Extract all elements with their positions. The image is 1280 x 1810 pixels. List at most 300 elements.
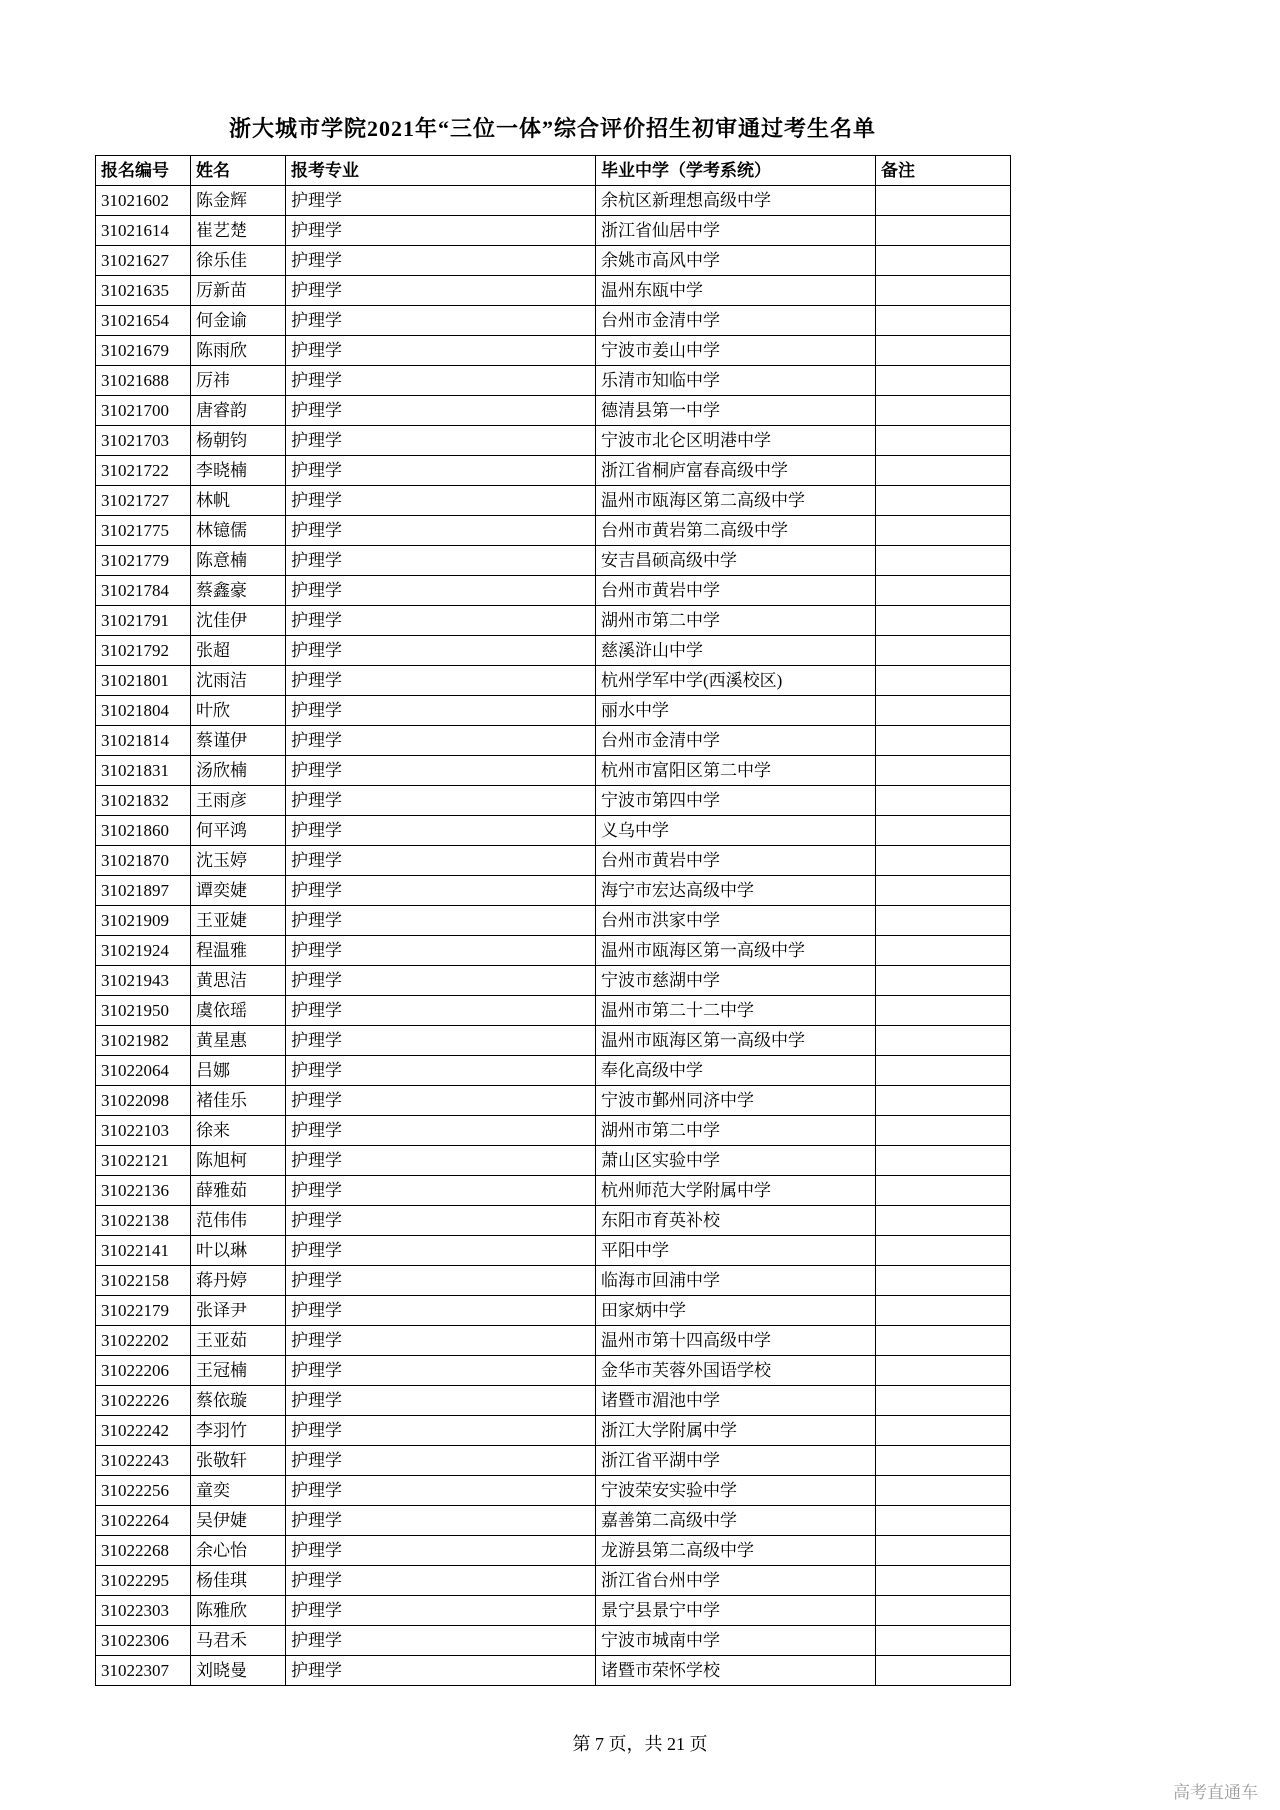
table-cell: 湖州市第二中学: [596, 606, 876, 636]
table-cell: 护理学: [286, 1656, 596, 1686]
table-cell: 湖州市第二中学: [596, 1116, 876, 1146]
table-cell: 护理学: [286, 906, 596, 936]
table-cell: 王雨彦: [191, 786, 286, 816]
table-cell: 台州市黄岩第二高级中学: [596, 516, 876, 546]
table-row: [96, 1326, 1011, 1356]
table-cell: 护理学: [286, 666, 596, 696]
table-cell: [876, 756, 1011, 786]
table-cell: [876, 1446, 1011, 1476]
table-row: [96, 1176, 1011, 1206]
table-cell: [876, 846, 1011, 876]
table-cell: 萧山区实验中学: [596, 1146, 876, 1176]
table-row: [96, 246, 1011, 276]
table-cell: 护理学: [286, 756, 596, 786]
table-cell: 31021727: [96, 486, 191, 516]
table-row: [96, 756, 1011, 786]
table-cell: 31021804: [96, 696, 191, 726]
table-cell: 景宁县景宁中学: [596, 1596, 876, 1626]
table-cell: 褚佳乐: [191, 1086, 286, 1116]
table-cell: 31022103: [96, 1116, 191, 1146]
table-cell: 蔡依璇: [191, 1386, 286, 1416]
table-cell: 护理学: [286, 1206, 596, 1236]
table-cell: 蔡鑫豪: [191, 576, 286, 606]
column-header: 备注: [876, 156, 1011, 186]
table-cell: 护理学: [286, 966, 596, 996]
column-header: 报考专业: [286, 156, 596, 186]
table-cell: 31021870: [96, 846, 191, 876]
table-cell: 范伟伟: [191, 1206, 286, 1236]
table-cell: 31021779: [96, 546, 191, 576]
table-cell: [876, 486, 1011, 516]
table-row: [96, 276, 1011, 306]
table-cell: 31021654: [96, 306, 191, 336]
table-row: [96, 1626, 1011, 1656]
table-cell: [876, 1146, 1011, 1176]
column-header: 报名编号: [96, 156, 191, 186]
table-cell: 吴伊婕: [191, 1506, 286, 1536]
table-cell: [876, 1476, 1011, 1506]
table-cell: 徐来: [191, 1116, 286, 1146]
table-cell: 31021614: [96, 216, 191, 246]
table-cell: [876, 786, 1011, 816]
table-row: [96, 1236, 1011, 1266]
table-cell: 护理学: [286, 816, 596, 846]
column-header: 姓名: [191, 156, 286, 186]
table-cell: 陈雨欣: [191, 336, 286, 366]
table-cell: 护理学: [286, 456, 596, 486]
table-cell: [876, 1266, 1011, 1296]
table-row: [96, 666, 1011, 696]
table-cell: 温州市第二十二中学: [596, 996, 876, 1026]
table-row: [96, 846, 1011, 876]
table-cell: 张译尹: [191, 1296, 286, 1326]
table-cell: 31022098: [96, 1086, 191, 1116]
table-cell: [876, 1236, 1011, 1266]
table-cell: 王亚婕: [191, 906, 286, 936]
table-row: [96, 1356, 1011, 1386]
table-row: [96, 906, 1011, 936]
table-cell: 黄星惠: [191, 1026, 286, 1056]
table-cell: 陈旭柯: [191, 1146, 286, 1176]
table-cell: 台州市金清中学: [596, 726, 876, 756]
table-cell: [876, 306, 1011, 336]
table-cell: 沈雨洁: [191, 666, 286, 696]
table-cell: 温州市第十四高级中学: [596, 1326, 876, 1356]
table-cell: [876, 186, 1011, 216]
table-cell: 护理学: [286, 1536, 596, 1566]
table-cell: 31021722: [96, 456, 191, 486]
table-cell: 蒋丹婷: [191, 1266, 286, 1296]
column-header: 毕业中学（学考系统）: [596, 156, 876, 186]
table-cell: 护理学: [286, 366, 596, 396]
table-cell: [876, 1536, 1011, 1566]
table-cell: 31021831: [96, 756, 191, 786]
table-cell: 平阳中学: [596, 1236, 876, 1266]
table-cell: 31021791: [96, 606, 191, 636]
table-row: [96, 396, 1011, 426]
table-cell: 沈佳伊: [191, 606, 286, 636]
table-row: [96, 186, 1011, 216]
table-row: [96, 1476, 1011, 1506]
table-cell: 31022141: [96, 1236, 191, 1266]
table-cell: [876, 1356, 1011, 1386]
table-cell: [876, 1206, 1011, 1236]
table-cell: 宁波市慈湖中学: [596, 966, 876, 996]
table-cell: 浙江省仙居中学: [596, 216, 876, 246]
table-cell: [876, 1506, 1011, 1536]
table-cell: 厉新苗: [191, 276, 286, 306]
table-cell: 王冠楠: [191, 1356, 286, 1386]
table-cell: 李晓楠: [191, 456, 286, 486]
table-row: [96, 456, 1011, 486]
table-row: [96, 696, 1011, 726]
table-cell: 31021679: [96, 336, 191, 366]
table-cell: 31022064: [96, 1056, 191, 1086]
table-cell: 护理学: [286, 696, 596, 726]
table-cell: [876, 1416, 1011, 1446]
table-cell: 护理学: [286, 636, 596, 666]
table-cell: [876, 216, 1011, 246]
table-cell: 林镱儒: [191, 516, 286, 546]
table-cell: 31022295: [96, 1566, 191, 1596]
table-cell: 31021700: [96, 396, 191, 426]
table-cell: 31022158: [96, 1266, 191, 1296]
table-cell: [876, 1176, 1011, 1206]
table-cell: [876, 1056, 1011, 1086]
table-cell: 沈玉婷: [191, 846, 286, 876]
table-cell: 宁波市姜山中学: [596, 336, 876, 366]
table-row: [96, 1266, 1011, 1296]
table-cell: [876, 1626, 1011, 1656]
table-row: [96, 816, 1011, 846]
table-cell: [876, 396, 1011, 426]
table-cell: 护理学: [286, 846, 596, 876]
table-cell: 护理学: [286, 336, 596, 366]
table-row: [96, 1566, 1011, 1596]
table-cell: 温州市瓯海区第一高级中学: [596, 936, 876, 966]
table-cell: 谭奕婕: [191, 876, 286, 906]
table-cell: 李羽竹: [191, 1416, 286, 1446]
table-cell: 台州市黄岩中学: [596, 576, 876, 606]
table-cell: [876, 426, 1011, 456]
table-cell: 护理学: [286, 1176, 596, 1206]
table-cell: [876, 1566, 1011, 1596]
table-cell: [876, 666, 1011, 696]
table-cell: 31022179: [96, 1296, 191, 1326]
table-cell: 薛雅茹: [191, 1176, 286, 1206]
table-row: [96, 936, 1011, 966]
table-row: [96, 336, 1011, 366]
table-row: [96, 966, 1011, 996]
table-cell: 金华市芙蓉外国语学校: [596, 1356, 876, 1386]
table-cell: 护理学: [286, 726, 596, 756]
table-cell: 护理学: [286, 1086, 596, 1116]
table-cell: 31021909: [96, 906, 191, 936]
table-cell: 护理学: [286, 516, 596, 546]
table-cell: 31021784: [96, 576, 191, 606]
table-cell: 林帆: [191, 486, 286, 516]
table-cell: 31021950: [96, 996, 191, 1026]
table-row: [96, 1506, 1011, 1536]
table-cell: 杭州师范大学附属中学: [596, 1176, 876, 1206]
table-cell: 31021897: [96, 876, 191, 906]
table-cell: 护理学: [286, 1446, 596, 1476]
table-row: [96, 1386, 1011, 1416]
applicant-table: [95, 155, 1011, 1686]
table-cell: 31022136: [96, 1176, 191, 1206]
table-row: [96, 1416, 1011, 1446]
table-cell: [876, 1116, 1011, 1146]
table-cell: 31022264: [96, 1506, 191, 1536]
table-cell: 台州市金清中学: [596, 306, 876, 336]
table-cell: [876, 516, 1011, 546]
table-row: [96, 486, 1011, 516]
table-cell: 吕娜: [191, 1056, 286, 1086]
table-cell: 温州市瓯海区第一高级中学: [596, 1026, 876, 1056]
table-cell: 护理学: [286, 1296, 596, 1326]
table-cell: [876, 966, 1011, 996]
page-number: 第 7 页，共 21 页: [572, 1734, 708, 1754]
table-cell: 护理学: [286, 1386, 596, 1416]
table-cell: 慈溪浒山中学: [596, 636, 876, 666]
table-cell: 31021775: [96, 516, 191, 546]
table-cell: 31021814: [96, 726, 191, 756]
table-cell: 唐睿韵: [191, 396, 286, 426]
table-cell: 乐清市知临中学: [596, 366, 876, 396]
table-cell: 31022306: [96, 1626, 191, 1656]
table-cell: 浙江省平湖中学: [596, 1446, 876, 1476]
table-cell: 浙江省台州中学: [596, 1566, 876, 1596]
table-cell: 护理学: [286, 786, 596, 816]
table-cell: [876, 726, 1011, 756]
table-cell: [876, 246, 1011, 276]
table-row: [96, 876, 1011, 906]
table-cell: 护理学: [286, 1356, 596, 1386]
table-cell: 护理学: [286, 1506, 596, 1536]
table-cell: 护理学: [286, 1326, 596, 1356]
table-cell: 宁波市鄞州同济中学: [596, 1086, 876, 1116]
table-cell: [876, 696, 1011, 726]
table-cell: 临海市回浦中学: [596, 1266, 876, 1296]
table-cell: 何金谕: [191, 306, 286, 336]
table-cell: 龙游县第二高级中学: [596, 1536, 876, 1566]
table-row: [96, 1206, 1011, 1236]
table-cell: 31021602: [96, 186, 191, 216]
table-cell: 31021943: [96, 966, 191, 996]
table-header-row: [96, 156, 1011, 186]
table-cell: 童奕: [191, 1476, 286, 1506]
table-cell: [876, 1656, 1011, 1686]
table-cell: 安吉昌硕高级中学: [596, 546, 876, 576]
table-cell: 马君禾: [191, 1626, 286, 1656]
table-cell: 护理学: [286, 426, 596, 456]
table-cell: 31022242: [96, 1416, 191, 1446]
table-cell: 31022268: [96, 1536, 191, 1566]
table-cell: 崔艺楚: [191, 216, 286, 246]
table-cell: [876, 1086, 1011, 1116]
table-row: [96, 1536, 1011, 1566]
table-row: [96, 1086, 1011, 1116]
table-cell: 余姚市高风中学: [596, 246, 876, 276]
table-row: [96, 1056, 1011, 1086]
table-cell: 杨佳琪: [191, 1566, 286, 1596]
table-cell: 浙江省桐庐富春高级中学: [596, 456, 876, 486]
table-cell: 徐乐佳: [191, 246, 286, 276]
table-cell: 护理学: [286, 1056, 596, 1086]
table-row: [96, 426, 1011, 456]
table-cell: 叶欣: [191, 696, 286, 726]
table-cell: 陈金辉: [191, 186, 286, 216]
table-cell: 王亚茹: [191, 1326, 286, 1356]
table-cell: 31022138: [96, 1206, 191, 1236]
table-cell: [876, 456, 1011, 486]
table-cell: 宁波市第四中学: [596, 786, 876, 816]
table-cell: 东阳市育英补校: [596, 1206, 876, 1236]
table-cell: 奉化高级中学: [596, 1056, 876, 1086]
table-cell: 杭州市富阳区第二中学: [596, 756, 876, 786]
table-cell: [876, 276, 1011, 306]
table-cell: 护理学: [286, 246, 596, 276]
table-cell: 护理学: [286, 1626, 596, 1656]
table-cell: 护理学: [286, 1416, 596, 1446]
table-cell: 余心怡: [191, 1536, 286, 1566]
table-cell: 温州市瓯海区第二高级中学: [596, 486, 876, 516]
table-cell: 护理学: [286, 306, 596, 336]
table-cell: [876, 366, 1011, 396]
table-cell: 31022226: [96, 1386, 191, 1416]
table-row: [96, 306, 1011, 336]
table-cell: 义乌中学: [596, 816, 876, 846]
table-row: [96, 1596, 1011, 1626]
table-row: [96, 606, 1011, 636]
table-cell: 31021635: [96, 276, 191, 306]
page-title: 浙大城市学院2021年“三位一体”综合评价招生初审通过考生名单: [228, 116, 876, 141]
table-row: [96, 1026, 1011, 1056]
table-cell: 护理学: [286, 216, 596, 246]
table-cell: 浙江大学附属中学: [596, 1416, 876, 1446]
table-cell: 刘晓曼: [191, 1656, 286, 1686]
table-row: [96, 216, 1011, 246]
table-row: [96, 1656, 1011, 1686]
table-cell: 护理学: [286, 1026, 596, 1056]
table-cell: 31021860: [96, 816, 191, 846]
table-cell: 程温雅: [191, 936, 286, 966]
table-cell: 陈雅欣: [191, 1596, 286, 1626]
table-cell: 诸暨市荣怀学校: [596, 1656, 876, 1686]
table-cell: 诸暨市湄池中学: [596, 1386, 876, 1416]
table-cell: 护理学: [286, 876, 596, 906]
table-cell: [876, 936, 1011, 966]
table-cell: 余杭区新理想高级中学: [596, 186, 876, 216]
table-cell: 31021832: [96, 786, 191, 816]
table-cell: [876, 906, 1011, 936]
table-cell: 张敬轩: [191, 1446, 286, 1476]
table-cell: 31022256: [96, 1476, 191, 1506]
table-cell: 丽水中学: [596, 696, 876, 726]
table-cell: 31021801: [96, 666, 191, 696]
table-cell: 台州市黄岩中学: [596, 846, 876, 876]
table-cell: 杭州学军中学(西溪校区): [596, 666, 876, 696]
table-cell: 张超: [191, 636, 286, 666]
table-cell: 31022121: [96, 1146, 191, 1176]
table-cell: 汤欣楠: [191, 756, 286, 786]
table-cell: 黄思洁: [191, 966, 286, 996]
table-row: [96, 786, 1011, 816]
table-row: [96, 1146, 1011, 1176]
table-cell: 护理学: [286, 1476, 596, 1506]
table-cell: [876, 636, 1011, 666]
table-cell: 31021627: [96, 246, 191, 276]
table-cell: [876, 1596, 1011, 1626]
table-cell: 31022202: [96, 1326, 191, 1356]
table-cell: 蔡谨伊: [191, 726, 286, 756]
table-cell: 31021703: [96, 426, 191, 456]
table-cell: 海宁市宏达高级中学: [596, 876, 876, 906]
table-cell: [876, 546, 1011, 576]
table-cell: 杨朝钧: [191, 426, 286, 456]
table-cell: [876, 1386, 1011, 1416]
watermark: 高考直通车: [1173, 1783, 1258, 1802]
table-cell: 叶以琳: [191, 1236, 286, 1266]
table-cell: 护理学: [286, 576, 596, 606]
table-row: [96, 726, 1011, 756]
table-row: [96, 1116, 1011, 1146]
table-cell: [876, 1326, 1011, 1356]
table-cell: 31021924: [96, 936, 191, 966]
table-cell: [876, 1296, 1011, 1326]
table-row: [96, 636, 1011, 666]
table-cell: 31022303: [96, 1596, 191, 1626]
table-cell: 护理学: [286, 936, 596, 966]
table-cell: 德清县第一中学: [596, 396, 876, 426]
table-cell: [876, 1026, 1011, 1056]
table-cell: 陈意楠: [191, 546, 286, 576]
table-row: [96, 996, 1011, 1026]
table-cell: 台州市洪家中学: [596, 906, 876, 936]
table-cell: 31022243: [96, 1446, 191, 1476]
table-cell: [876, 876, 1011, 906]
table-cell: 温州东瓯中学: [596, 276, 876, 306]
table-row: [96, 1446, 1011, 1476]
table-cell: 31021982: [96, 1026, 191, 1056]
table-cell: 护理学: [286, 996, 596, 1026]
table-cell: 护理学: [286, 1266, 596, 1296]
table-row: [96, 366, 1011, 396]
table-cell: 护理学: [286, 606, 596, 636]
table-cell: [876, 576, 1011, 606]
table-cell: 田家炳中学: [596, 1296, 876, 1326]
table-cell: 护理学: [286, 1596, 596, 1626]
table-cell: 护理学: [286, 396, 596, 426]
table-row: [96, 576, 1011, 606]
table-cell: 护理学: [286, 276, 596, 306]
table-cell: 31022206: [96, 1356, 191, 1386]
table-cell: 31022307: [96, 1656, 191, 1686]
table-cell: 31021792: [96, 636, 191, 666]
table-cell: 嘉善第二高级中学: [596, 1506, 876, 1536]
table-cell: [876, 336, 1011, 366]
table-cell: 护理学: [286, 1236, 596, 1266]
table-cell: 宁波市城南中学: [596, 1626, 876, 1656]
table-cell: [876, 816, 1011, 846]
table-row: [96, 546, 1011, 576]
table-cell: 31021688: [96, 366, 191, 396]
table-cell: 何平鸿: [191, 816, 286, 846]
table-cell: 护理学: [286, 546, 596, 576]
table-cell: [876, 606, 1011, 636]
table-cell: 宁波荣安实验中学: [596, 1476, 876, 1506]
table-row: [96, 1296, 1011, 1326]
